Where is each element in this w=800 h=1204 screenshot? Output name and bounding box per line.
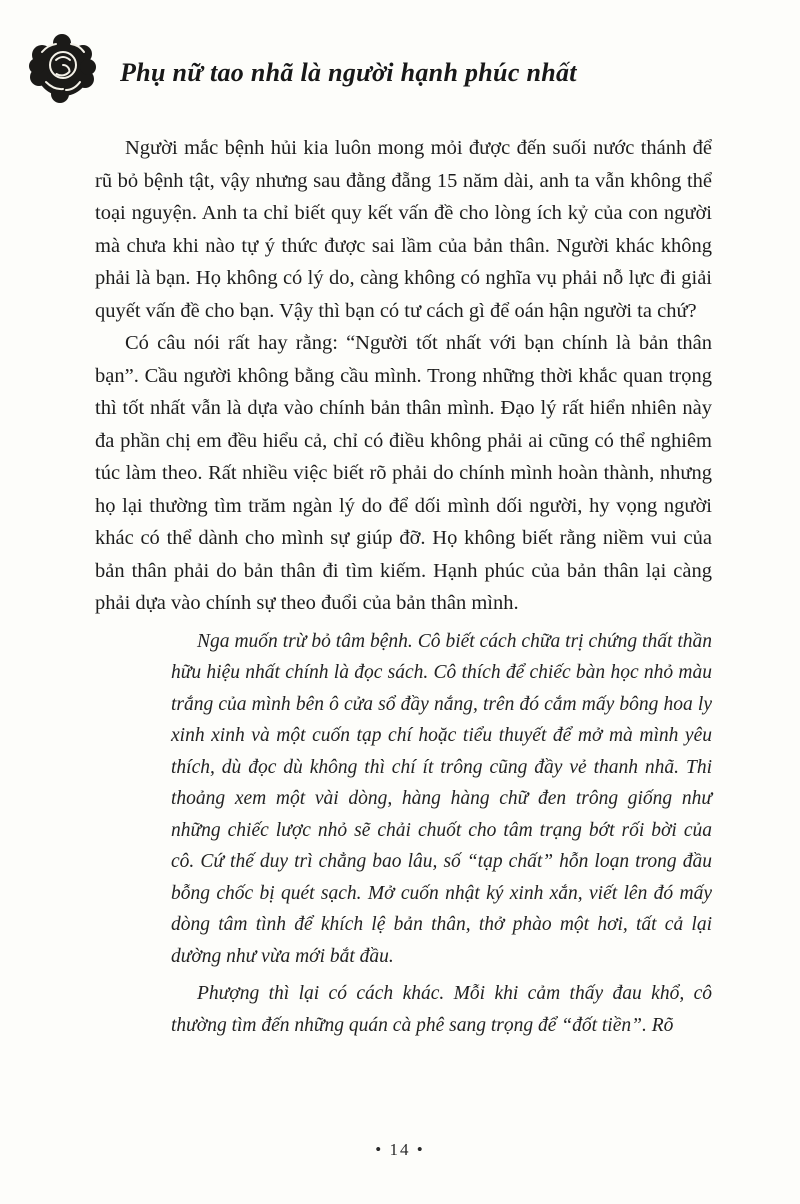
page-number: • 14 • — [375, 1140, 425, 1159]
page-body — [95, 132, 712, 1041]
page-footer — [0, 1140, 800, 1160]
body-paragraph-1: Người mắc bệnh hủi kia luôn mong mỏi được đến suối nước thánh để rũ bỏ bệnh tật, vậy nhưng sau đằng đẵng 15 năm dài, anh ta vẫn không thể toại nguyện. Anh ta chỉ biết quy kết vấn đề cho lòng ích kỷ của con người mà chưa khi nào tự ý thức được sai lầm của bản thân. Người khác không phải là bạn. Họ không có lý do, càng không có nghĩa vụ phải nỗ lực đi giải quyết vấn đề cho bạn. Vậy thì bạn có tư cách gì để oán hận người ta chứ? — [95, 137, 712, 322]
body-paragraph-2: Có câu nói rất hay rằng: “Người tốt nhất với bạn chính là bản thân bạn”. Cầu người không bằng cầu mình. Trong những thời khắc quan trọng thì tốt nhất vẫn là dựa vào chính bản thân mình. Đạo lý rất hiển nhiên này đa phần chị em đều hiểu cả, chỉ có điều không phải ai cũng có thể nghiêm túc làm theo. Rất nhiều việc biết rõ phải do chính mình hoàn thành, nhưng họ lại thường tìm trăm ngàn lý do để dối mình dối người, hy vọng người khác có thể dành cho mình sự giúp đỡ. Họ không biết rằng niềm vui của bản thân phải do bản thân đi tìm kiếm. Hạnh phúc của bản thân lại càng phải dựa vào chính sự theo đuổi của bản thân mình. — [95, 332, 712, 614]
quote-paragraph-1: Nga muốn trừ bỏ tâm bệnh. Cô biết cách chữa trị chứng thất thần hữu hiệu nhất chính là đọc sách. Cô thích để chiếc bàn học nhỏ màu trắng của mình bên ô cửa sổ đầy nắng, trên đó cắm mấy bông hoa ly xinh xinh và một cuốn tạp chí hoặc tiểu thuyết để mở mà mình yêu thích, dù đọc dù không thì chí ít trông cũng đầy vẻ thanh nhã. Thi thoảng xem một vài dòng, hàng hàng chữ đen trông giống như những chiếc lược nhỏ sẽ chải chuốt cho tâm trạng bớt rối bời của cô. Cứ thế duy trì chẳng bao lâu, số “tạp chất” hỗn loạn trong đầu bỗng chốc bị quét sạch. Mở cuốn nhật ký xinh xắn, viết lên đó mấy dòng tâm tình để khích lệ bản thân, thở phào một hơi, tất cả lại dường như vừa mới bắt đầu. — [171, 630, 712, 967]
running-head-title: Phụ nữ tao nhã là người hạnh phúc nhất — [120, 58, 577, 87]
rose-ornament-icon — [26, 32, 100, 106]
quote-paragraph-2: Phượng thì lại có cách khác. Mỗi khi cảm thấy đau khổ, cô thường tìm đến những quán cà phê sang trọng để “đốt tiền”. Rõ — [171, 983, 712, 1036]
page-header — [0, 0, 800, 106]
